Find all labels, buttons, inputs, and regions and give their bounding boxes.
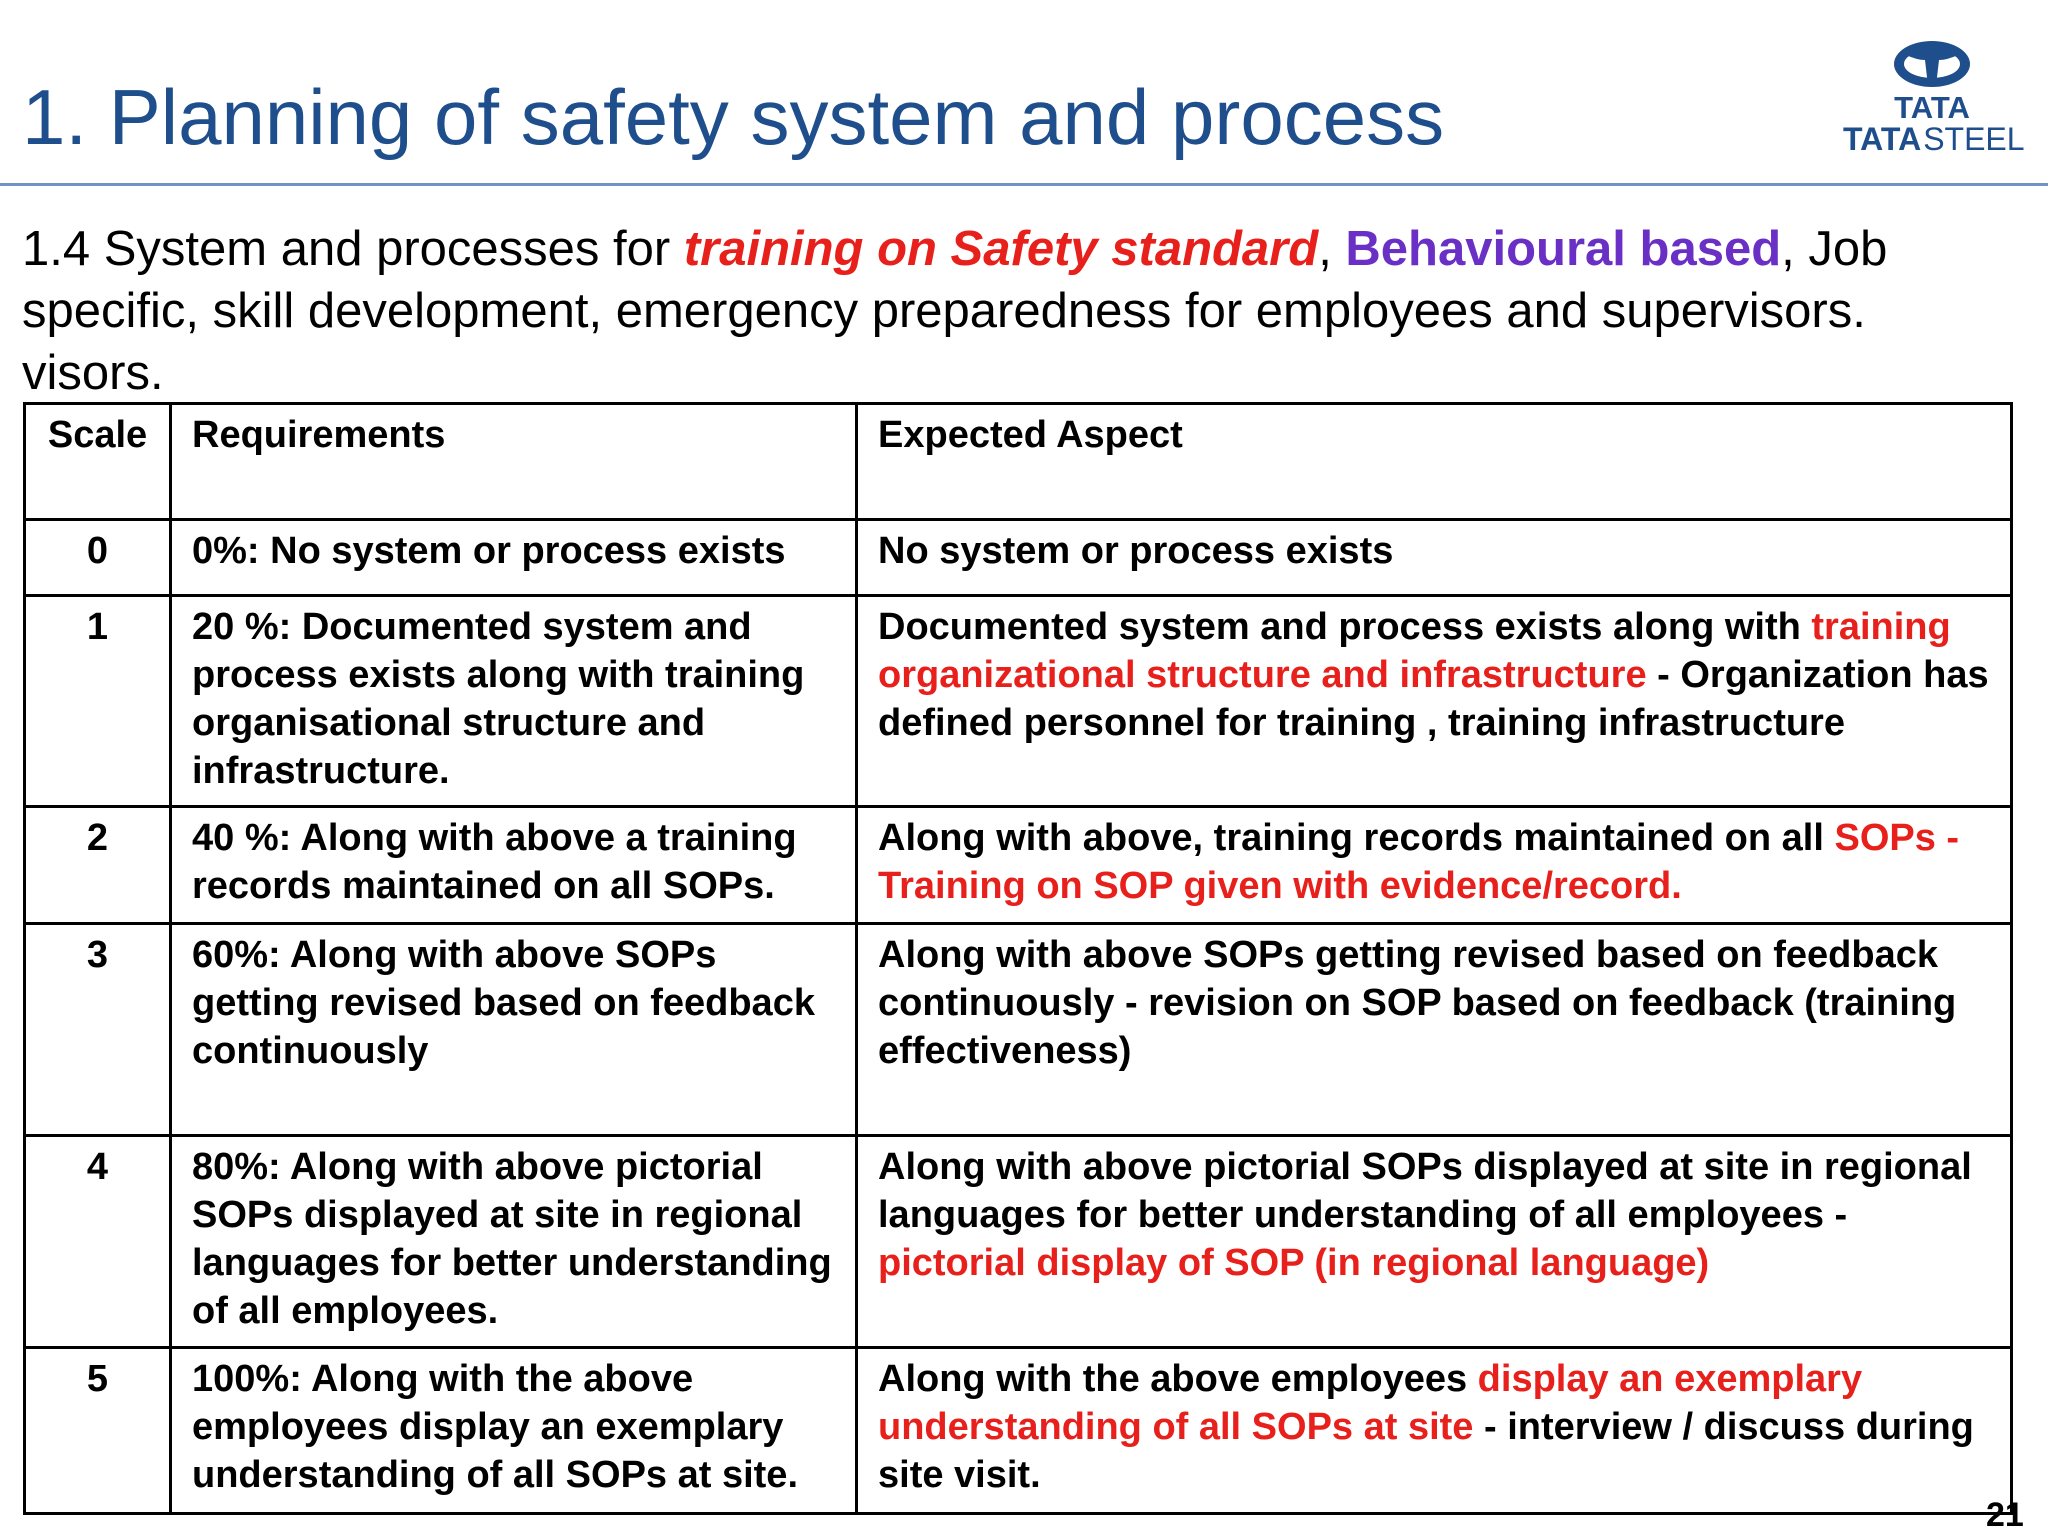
table-row <box>25 1348 2012 1514</box>
requirement-cell: 40 %: Along with above a training records maintained on all SOPs. <box>171 807 857 924</box>
expected-aspect-cell <box>857 1348 2012 1514</box>
header-requirements: Requirements <box>171 404 857 520</box>
expected-text: Along with above SOPs getting revised based on feedback continuously - revision on SOP based on feedback (training effectiveness) <box>878 934 1957 1072</box>
expected-aspect-cell <box>857 520 2012 596</box>
scale-cell: 4 <box>25 1136 171 1348</box>
expected-highlight: SOPs - Training on SOP given with evidence/record. <box>878 817 1960 907</box>
expected-text: Documented system and process exists along with <box>878 606 1812 648</box>
scale-cell: 0 <box>25 520 171 596</box>
scale-cell: 5 <box>25 1348 171 1514</box>
table-row <box>25 596 2012 807</box>
svg-text:TATA: TATA <box>1894 90 1970 125</box>
requirement-cell: 20 %: Documented system and process exists along with training organisational structure and infrastructure. <box>171 596 857 807</box>
expected-aspect-cell <box>857 924 2012 1136</box>
subtitle-overflow-fragment: visors. <box>22 346 164 400</box>
subtitle-lead: 1.4 System and processes for <box>22 222 684 276</box>
scale-cell: 3 <box>25 924 171 1136</box>
page-number: 21 <box>1986 1496 2024 1534</box>
requirement-cell: 0%: No system or process exists <box>171 520 857 596</box>
scale-cell: 1 <box>25 596 171 807</box>
section-subtitle <box>22 218 2012 404</box>
expected-aspect-cell <box>857 807 2012 924</box>
expected-text: Along with the above employees <box>878 1358 1478 1400</box>
requirement-cell: 100%: Along with the above employees display an exemplary understanding of all SOPs at site. <box>171 1348 857 1514</box>
expected-highlight: pictorial display of SOP (in regional language) <box>878 1242 1710 1284</box>
scale-requirements-table <box>23 402 2013 1515</box>
subtitle-highlight-behavioural: Behavioural based <box>1345 222 1782 276</box>
title-divider <box>0 183 2048 186</box>
tata-steel-logo <box>1835 24 2025 156</box>
expected-text: Along with above pictorial SOPs displayed at site in regional languages for better understanding of all employees - <box>878 1146 1972 1236</box>
expected-highlight: display an exemplary understanding of all SOPs at site <box>878 1358 1863 1448</box>
svg-text:TATASTEEL: TATASTEEL <box>1843 121 2025 156</box>
table-row <box>25 924 2012 1136</box>
requirement-cell: 60%: Along with above SOPs getting revised based on feedback continuously <box>171 924 857 1136</box>
scale-cell: 2 <box>25 807 171 924</box>
table-row <box>25 520 2012 596</box>
header-expected-aspect: Expected Aspect <box>857 404 2012 520</box>
subtitle-tail: , Job specific, skill development, emergency preparedness for employees and supervisors. <box>22 222 1888 338</box>
requirement-cell: 80%: Along with above pictorial SOPs displayed at site in regional languages for better understanding of all employees. <box>171 1136 857 1348</box>
page-title: 1. Planning of safety system and process <box>22 73 1445 161</box>
table-header-row <box>25 404 2012 520</box>
header-scale: Scale <box>25 404 171 520</box>
expected-text-tail: - Organization has defined personnel for training , training infrastructure <box>878 654 1989 744</box>
subtitle-highlight-training: training on Safety standard <box>683 222 1319 276</box>
expected-aspect-cell <box>857 1136 2012 1348</box>
expected-text: No system or process exists <box>878 530 1394 572</box>
table-row <box>25 807 2012 924</box>
expected-text-tail: - interview / discuss during site visit. <box>878 1406 1974 1496</box>
expected-aspect-cell <box>857 596 2012 807</box>
tata-emblem-icon <box>1894 41 1970 87</box>
expected-text: Along with above, training records maintained on all <box>878 817 1835 859</box>
subtitle-separator: , <box>1318 222 1346 276</box>
expected-highlight: training organizational structure and infrastructure <box>878 606 1951 696</box>
table-row <box>25 1136 2012 1348</box>
